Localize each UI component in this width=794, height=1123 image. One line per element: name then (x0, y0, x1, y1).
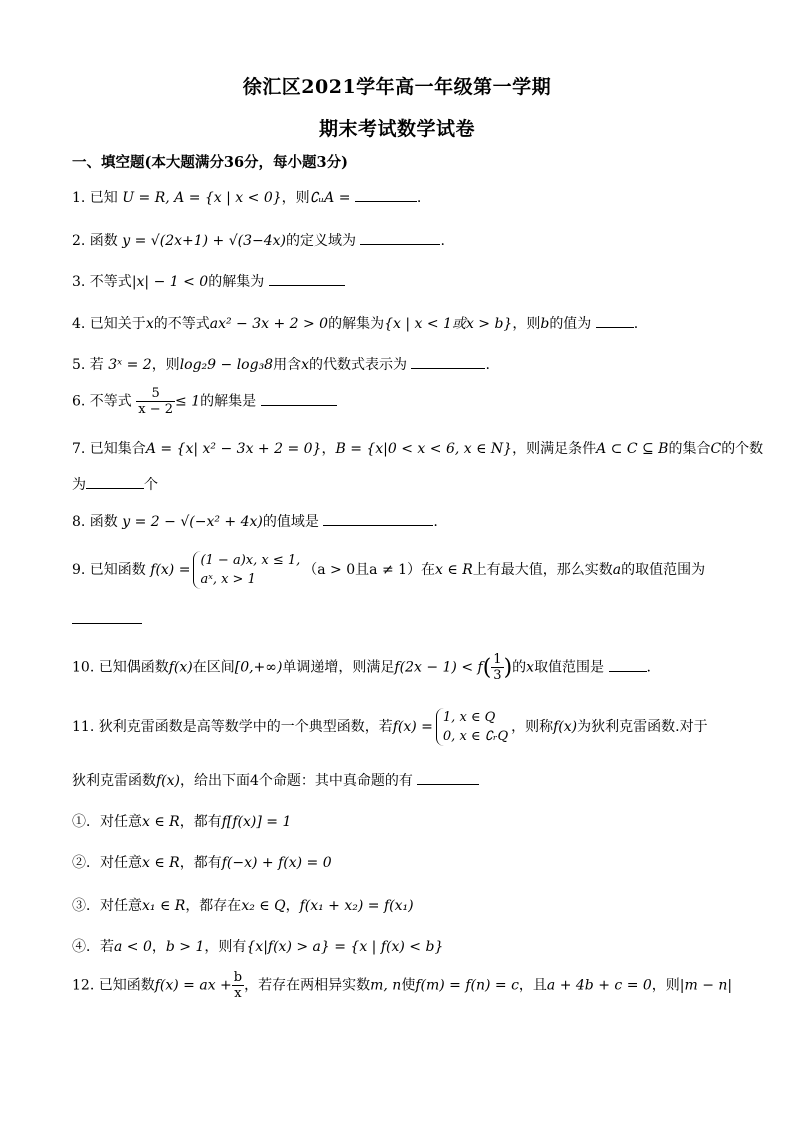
exam-title-line1: 徐汇区2021学年高一年级第一学期 (242, 76, 552, 98)
answer-blank[interactable] (86, 474, 144, 489)
question-11-line2: 狄利克雷函数f(x)，给出下面4个命题：其中真命题的有 (72, 770, 732, 790)
proposition-2: ②．对任意x ∈ R，都有f(−x) + f(x) = 0 (72, 855, 332, 871)
answer-blank[interactable] (417, 770, 479, 785)
exam-title-line2: 期末考试数学试卷 (318, 118, 475, 140)
answer-blank[interactable] (360, 230, 440, 245)
answer-blank[interactable] (609, 657, 647, 672)
question-7-line2: 为 个 (72, 474, 732, 494)
piecewise-brace: (1 − a)x, x ≤ 1, aˣ, x > 1 (193, 551, 300, 589)
answer-blank[interactable] (355, 187, 417, 202)
section-heading: 一、填空题(本大题满分36分，每小题3分) (72, 154, 348, 171)
question-3: 3. 不等式|x| − 1 < 0的解集为 (72, 271, 732, 291)
question-8: 8. 函数 y = 2 − √(−x² + 4x)的值域是 . (72, 511, 732, 531)
question-9-line2 (72, 609, 732, 628)
proposition-4: ④．若a < 0，b > 1，则有{x|f(x) > a} = {x | f(x) < b} (72, 939, 444, 955)
question-1: 1. 已知 U = R, A = {x | x < 0}，则∁ᵤA = . (72, 187, 732, 207)
question-2: 2. 函数 y = √(2x+1) + √(3−4x)的定义域为 . (72, 230, 732, 250)
answer-blank[interactable] (72, 609, 142, 624)
question-5: 5. 若 3ˣ = 2，则log₂9 − log₃8用含x的代数式表示为 . (72, 354, 732, 374)
proposition-1: ①．对任意x ∈ R，都有f[f(x)] = 1 (72, 814, 292, 830)
answer-blank[interactable] (269, 271, 345, 286)
fraction: $\frac{b}{x}$ (233, 970, 243, 1001)
proposition-3: ③．对任意x₁ ∈ R，都存在x₂ ∈ Q，f(x₁ + x₂) = f(x₁) (72, 898, 414, 914)
question-12: 12. 已知函数f(x) = ax + $\frac{b}{x}$ ，若存在两相异实数m, n使f(m) = f(n) = c，且a + 4b + c = 0，则|m − n| (72, 970, 733, 1001)
question-6: 6. 不等式 $\frac{5}{x - 2}$ ≤ 1的解集是 (72, 386, 732, 417)
answer-blank[interactable] (261, 391, 337, 406)
answer-blank[interactable] (411, 354, 485, 369)
question-11: 11. 狄利克雷函数是高等数学中的一个典型函数，若f(x) =1, x ∈ Q 0, x ∈ ∁ᵣQ，则称f(x)为狄利克雷函数.对于 (72, 710, 708, 744)
question-4: 4. 已知关于x的不等式ax² − 3x + 2 > 0的解集为{x | x < 1或x > b}，则b的值为 . (72, 313, 732, 333)
fraction: $\frac{5}{x - 2}$ (138, 386, 174, 417)
fraction: $\frac{1}{3}$ (493, 652, 502, 683)
question-7: 7. 已知集合A = {x| x² − 3x + 2 = 0}，B = {x|0 < x < 6, x ∈ N}，则满足条件A ⊂ C ⊆ B的集合C的个数 (72, 441, 764, 457)
piecewise-brace: 1, x ∈ Q 0, x ∈ ∁ᵣQ (436, 708, 508, 746)
answer-blank[interactable] (323, 511, 433, 526)
question-10: 10. 已知偶函数f(x)在区间[0,+∞)单调递增，则满足f(2x − 1) < f( $\frac{1}{3}$ )的x取值范围是 . (72, 652, 651, 683)
answer-blank[interactable] (596, 313, 634, 328)
question-9: 9. 已知函数 f(x) =(1 − a)x, x ≤ 1, aˣ, x > 1（a > 0且a ≠ 1）在x ∈ R上有最大值，那么实数a的取值范围为 (72, 553, 706, 587)
